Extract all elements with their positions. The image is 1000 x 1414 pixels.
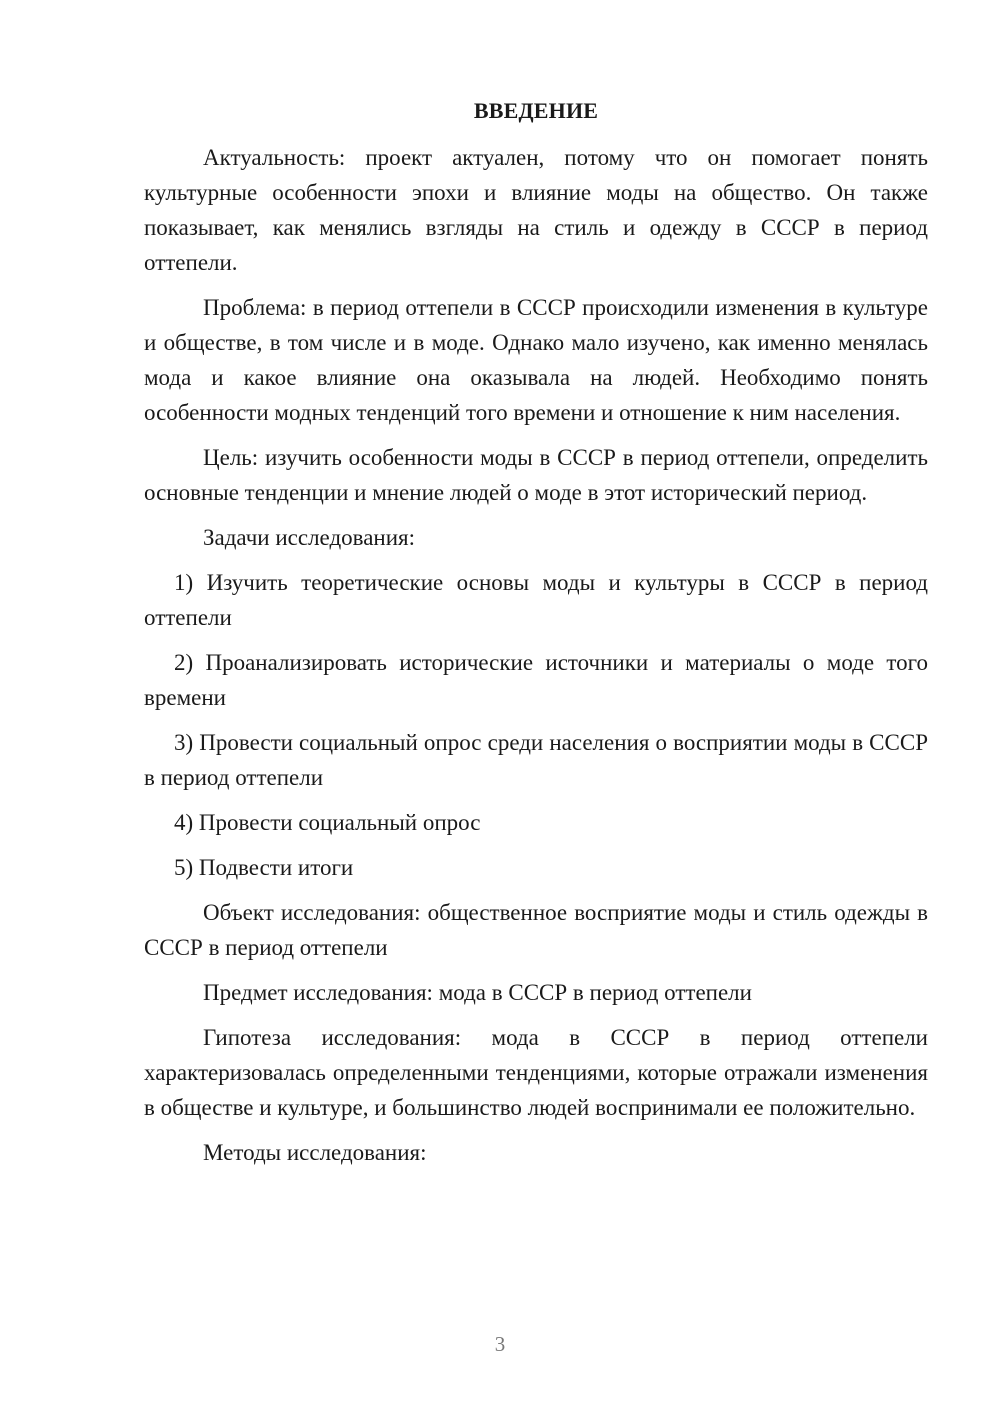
relevance-paragraph: Актуальность: проект актуален, потому что он помогает понять культурные особенности эпохи и влияние моды на общество. Он также показывает, как менялись взгляды на стиль и одежду в СССР в период оттепели. [144, 145, 928, 275]
task-item-5: 5) Подвести итоги [174, 855, 354, 880]
problem-paragraph: Проблема: в период оттепели в СССР происходили изменения в культуре и обществе, в том числе и в моде. Однако мало изучено, как именно менялась мода и какое влияние она оказывала на людей. Необходимо понять особенности модных тенденций того времени и отношение к ним населения. [144, 295, 928, 425]
object-paragraph: Объект исследования: общественное восприятие моды и стиль одежды в СССР в период оттепели [144, 900, 928, 960]
task-item-1: 1) Изучить теоретические основы моды и культуры в СССР в период оттепели [144, 570, 928, 630]
section-title: ВВЕДЕНИЕ [473, 98, 599, 123]
goal-paragraph: Цель: изучить особенности моды в СССР в период оттепели, определить основные тенденции и мнение людей о моде в этот исторический период. [144, 445, 928, 505]
hypothesis-paragraph: Гипотеза исследования: мода в СССР в период оттепели характеризовалась определенными тенденциями, которые отражали изменения в обществе и культуре, и большинство людей воспринимали ее положительно. [144, 1025, 928, 1120]
document-page [144, 96, 928, 1180]
tasks-heading: Задачи исследования: [203, 525, 416, 550]
task-item-2: 2) Проанализировать исторические источники и материалы о моде того времени [144, 650, 928, 710]
task-item-3: 3) Провести социальный опрос среди населения о восприятии моды в СССР в период оттепели [144, 730, 928, 790]
methods-heading: Методы исследования: [203, 1140, 427, 1165]
task-item-4: 4) Провести социальный опрос [174, 810, 481, 835]
page-number: 3 [494, 1332, 506, 1356]
subject-paragraph: Предмет исследования: мода в СССР в период оттепели [203, 980, 752, 1005]
